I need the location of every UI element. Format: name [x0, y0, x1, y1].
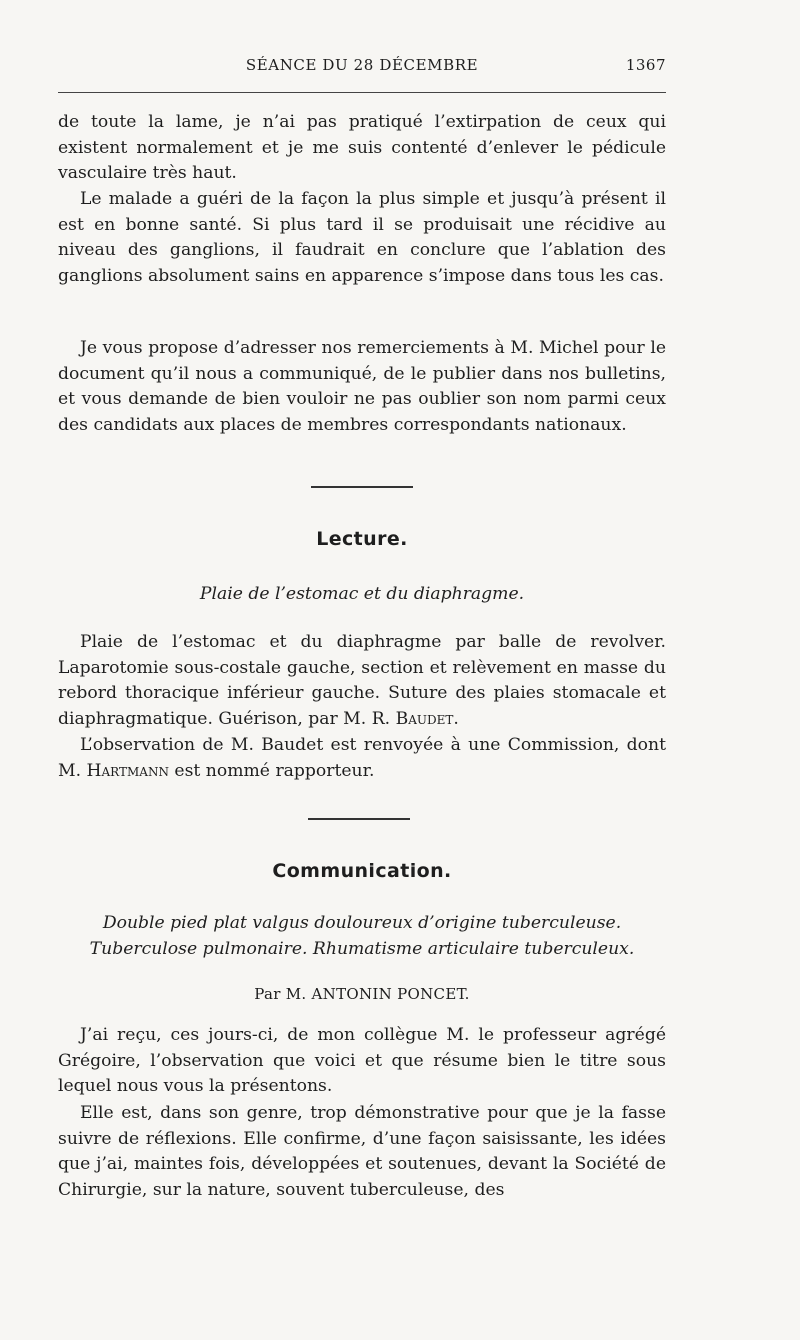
section-separator: [308, 818, 410, 820]
paragraph-continuation: de toute la lame, je n’ai pas pratiqué l’extirpation de ceux qui existent normalement et je me suis contenté d’enlever le pédicule vasculaire très haut.: [58, 112, 666, 184]
section-separator: [311, 486, 413, 488]
page-number: 1367: [625, 56, 666, 74]
lecture-text-end: .: [453, 709, 459, 730]
section-heading-lecture: Lecture.: [316, 528, 408, 550]
lecture-paragraph: [58, 630, 666, 733]
commission-text-end: est nommé rapporteur.: [168, 760, 375, 781]
communication-paragraph-1: J’ai reçu, ces jours-ci, de mon collègue M. le professeur agrégé Grégoire, l’observation que voici et que résume bien le titre sous lequel nous vous la présentons.: [58, 1025, 666, 1097]
running-title: SÉANCE DU 28 DÉCEMBRE: [245, 56, 479, 74]
paragraph-proposal: Je vous propose d’adresser nos remerciements à M. Michel pour le document qu’il nous a communiqué, de le publier dans nos bulletins, et vous demande de bien vouloir ne pas oublier son nom parmi ceux des candidats aux places de membres correspondants nationaux.: [58, 338, 666, 436]
byline: Par M. ANTONIN PONCET.: [254, 985, 470, 1003]
commission-text: L’observation de M. Baudet est renvoyée à une Commission, dont M.: [58, 735, 666, 781]
lecture-title: Plaie de l’estomac et du diaphragme.: [199, 584, 525, 604]
header-rule: [58, 92, 666, 93]
author-name: Baudet: [395, 709, 454, 730]
lecture-text: Plaie de l’estomac et du diaphragme par balle de revolver. Laparotomie sous-costale gauche, section et relèvement en masse du rebord thoracique inférieur gauche. Suture des plaies stomacale et diaphragmatique. Guérison, par M. R.: [58, 632, 666, 730]
communication-title-line-2: Tuberculose pulmonaire. Rhumatisme articulaire tuberculeux.: [89, 939, 635, 959]
section-heading-communication: Communication.: [272, 860, 452, 882]
running-header: [58, 56, 666, 78]
communication-paragraph-2: Elle est, dans son genre, trop démonstrative pour que je la fasse suivre de réflexions. Elle confirme, d’une façon saisissante, les idées que j’ai, maintes fois, développées et soutenues, devant la Société de Chirurgie, sur la nature, souvent tuberculeuse, des: [58, 1103, 666, 1201]
paragraph-outcome: Le malade a guéri de la façon la plus simple et jusqu’à présent il est en bonne santé. Si plus tard il se produisait une récidive au niveau des ganglions, il faudrait en conclure que l’ablation des ganglions absolument sains en apparence s’impose dans tous les cas.: [58, 189, 666, 287]
rapporteur-name: Hartmann: [86, 760, 169, 781]
communication-title-line-1: Double pied plat valgus douloureux d’origine tuberculeuse.: [102, 913, 622, 933]
commission-paragraph: [58, 733, 666, 784]
